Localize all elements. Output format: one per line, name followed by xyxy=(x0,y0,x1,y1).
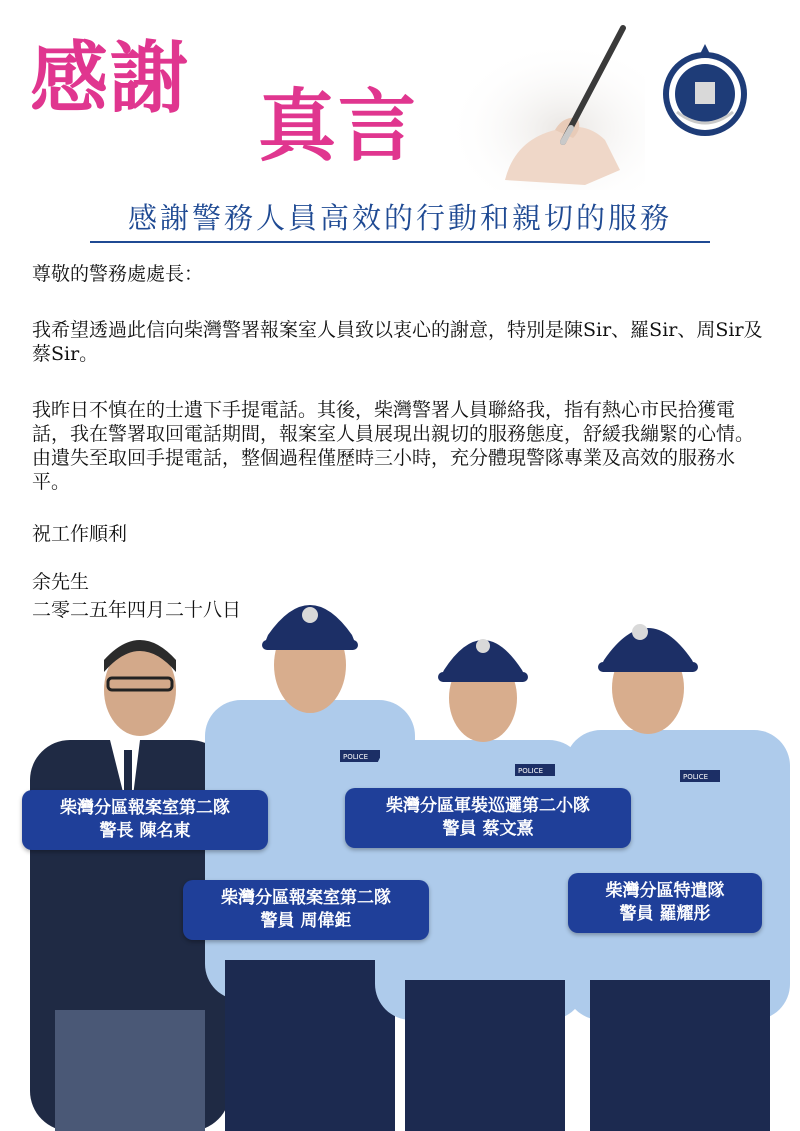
police-badge-icon xyxy=(655,40,755,140)
caption-unit: 柴灣分區特遣隊 xyxy=(605,881,725,901)
caption-unit: 柴灣分區報案室第二隊 xyxy=(221,888,391,908)
caption-officer-chau xyxy=(183,880,429,940)
shirt-label: POLICE xyxy=(518,767,544,775)
caption-unit: 柴灣分區報案室第二隊 xyxy=(60,798,230,818)
letter-paragraph-1: 我希望透過此信向柴灣警署報案室人員致以衷心的謝意，特別是陳Sir、羅Sir、周Sir及蔡Sir。 xyxy=(32,319,763,365)
letter-signature: 余先生 xyxy=(32,571,90,593)
letter-paragraph-2: 我昨日不慎在的士遺下手提電話。其後，柴灣警署人員聯絡我，指有熱心市民拾獲電話，我在警署取回電話期間，報案室人員展現出親切的服務態度，舒緩我繃緊的心情。由遺失至取回手提電話，整個過程僅歷時三小時，充分體現警隊專業及高效的服務水平。 xyxy=(32,399,755,493)
caption-name: 警長 陳名東 xyxy=(99,821,191,841)
caption-unit: 柴灣分區軍裝巡邏第二小隊 xyxy=(386,796,590,816)
caption-officer-chan xyxy=(22,790,268,850)
caption-officer-law xyxy=(568,873,762,933)
caption-name: 警員 羅耀彤 xyxy=(619,904,711,924)
caption-officer-choi xyxy=(345,788,631,848)
shirt-label: POLICE xyxy=(683,773,709,781)
caption-name: 警員 周偉鉅 xyxy=(260,911,352,931)
letter-date: 二零二五年四月二十八日 xyxy=(32,599,242,621)
letter-closing: 祝工作順利 xyxy=(32,523,128,545)
officers-group-photo xyxy=(0,580,800,1131)
letter-salutation: 尊敬的警務處處長： xyxy=(32,263,204,285)
subtitle: 感謝警務人員高效的行動和親切的服務 xyxy=(90,196,710,243)
hand-writing-illustration xyxy=(445,20,645,190)
shirt-label: POLICE xyxy=(343,753,369,761)
caption-name: 警員 蔡文熹 xyxy=(442,819,534,839)
title-line-1: 感謝 xyxy=(30,34,191,124)
title-line-2: 真言 xyxy=(258,82,419,172)
